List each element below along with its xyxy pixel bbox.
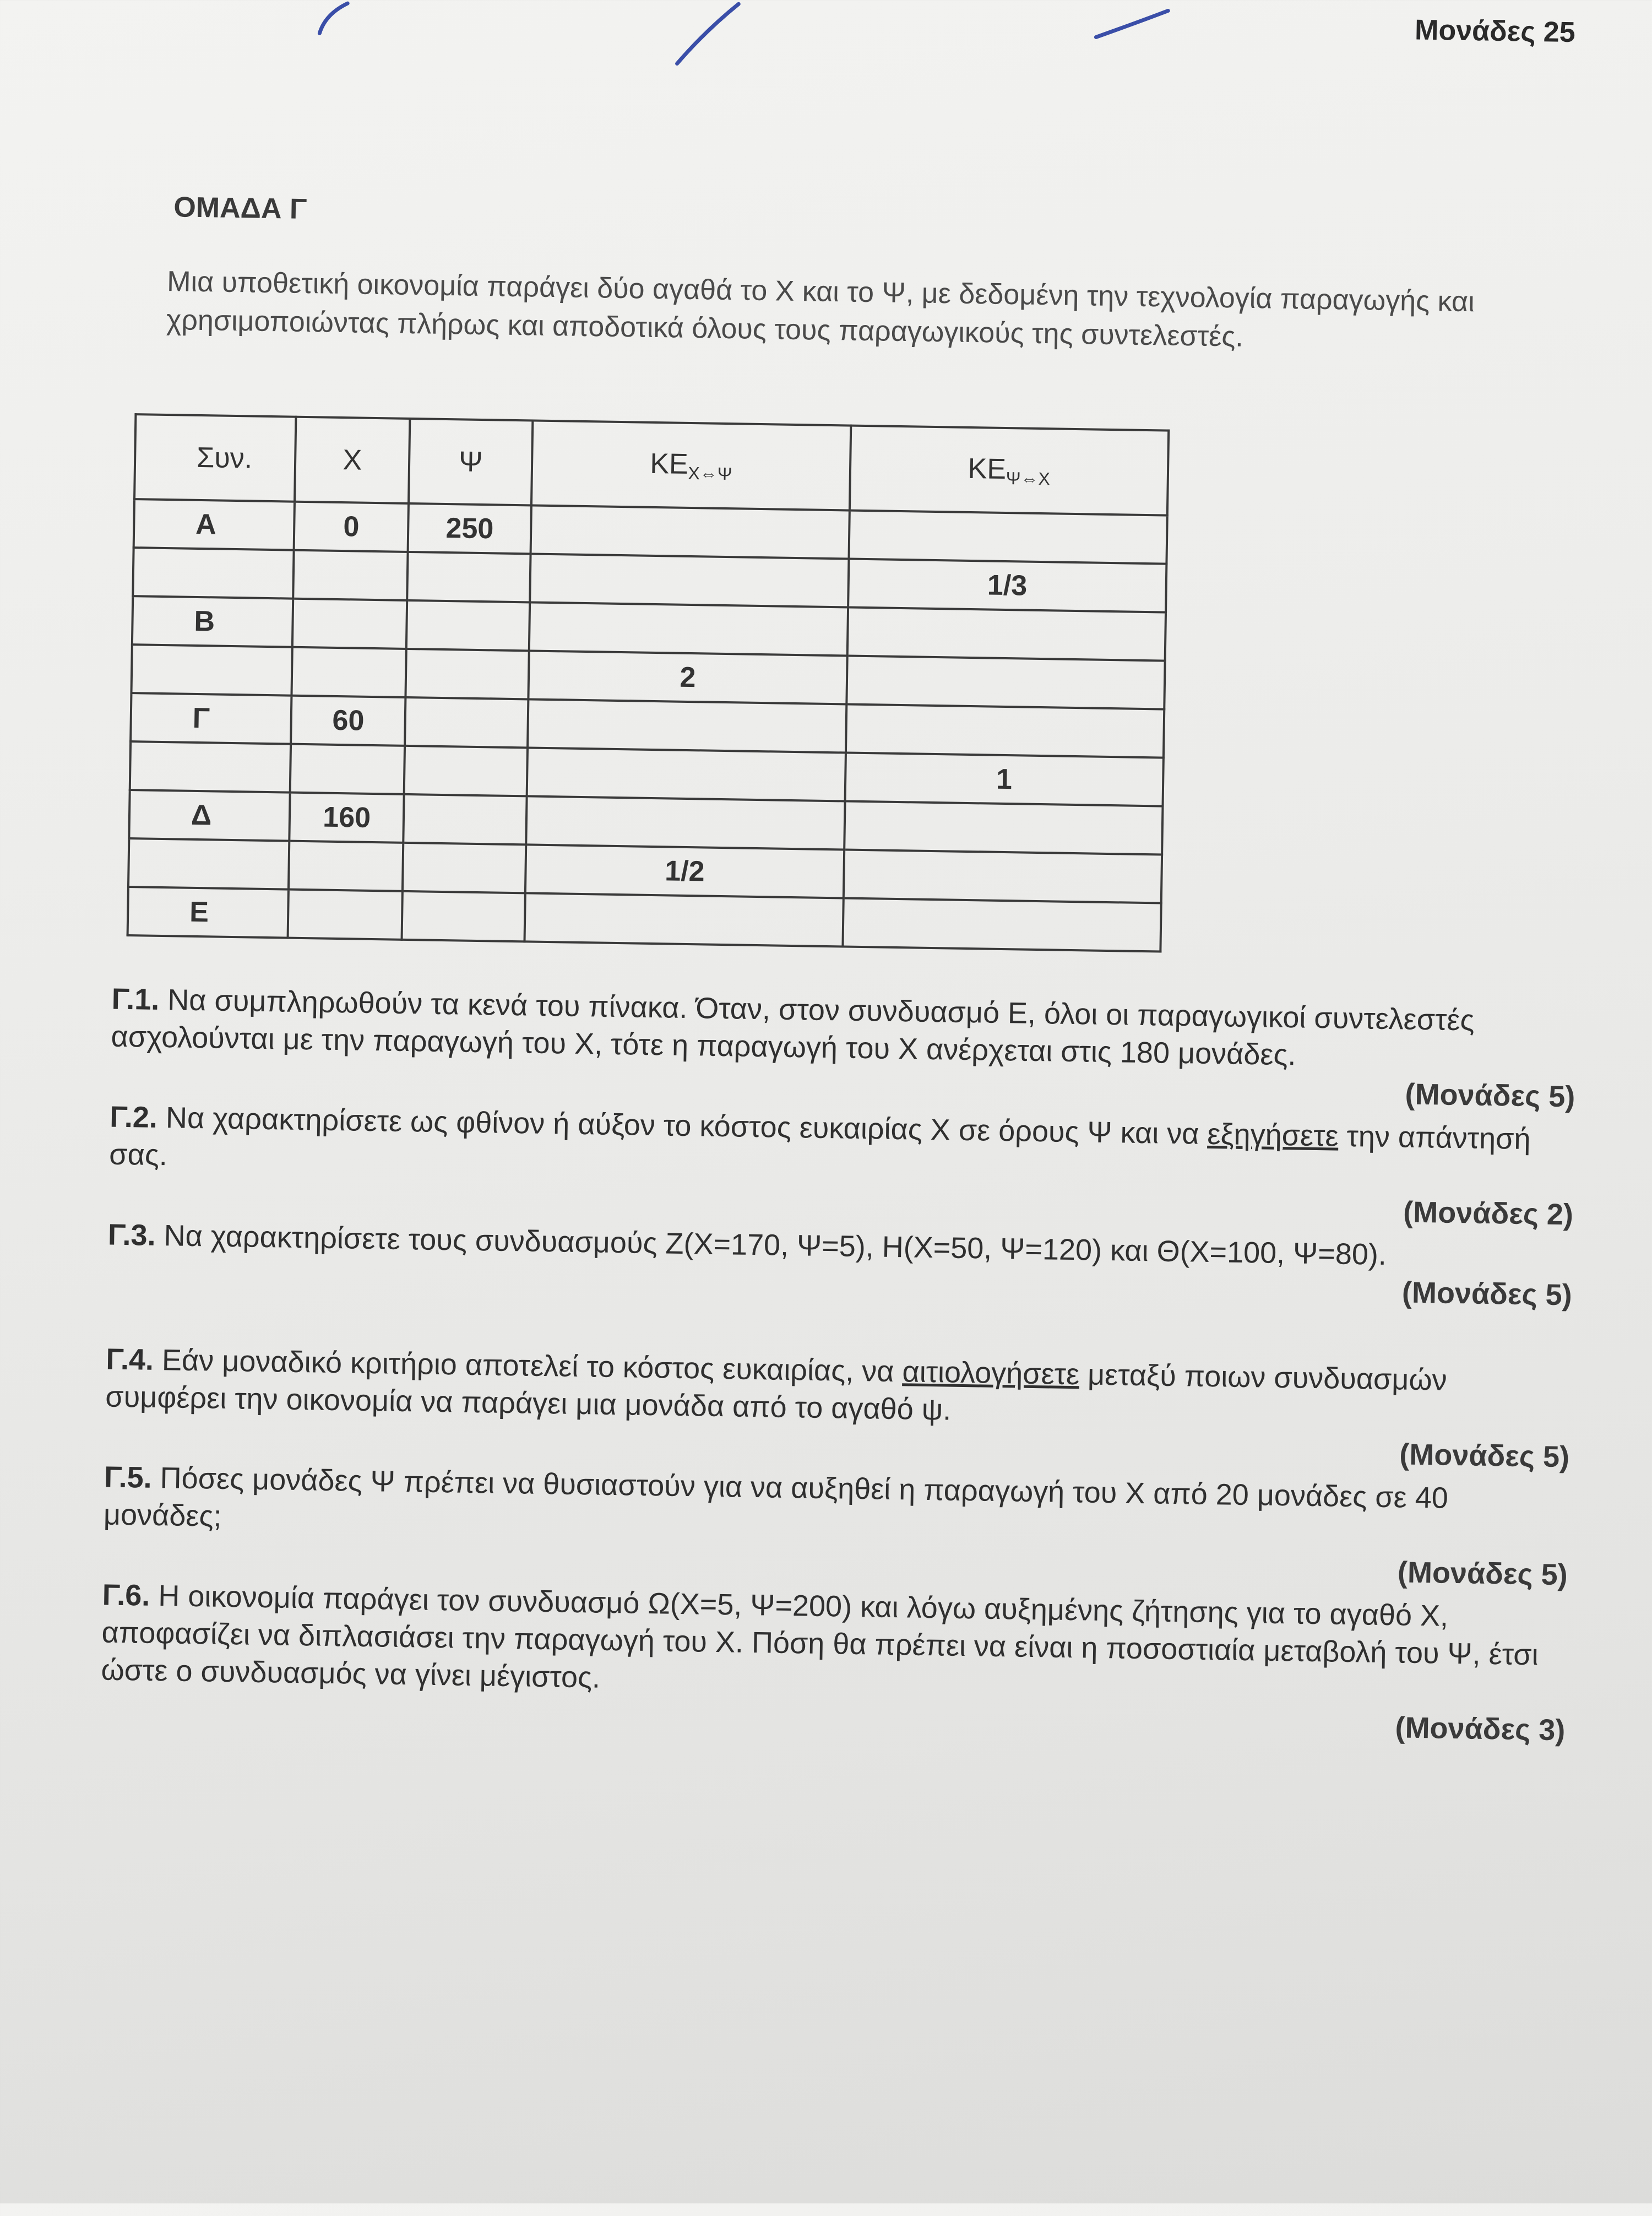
cell-combo: Δ bbox=[129, 790, 290, 841]
question-body-emphasis: αιτιολογήσετε bbox=[902, 1355, 1080, 1391]
question-body-pre: Να χαρακτηρίσετε ως φθίνον ή αύξον το κόστος ευκαιρίας Χ σε όρους Ψ και να bbox=[165, 1101, 1199, 1151]
question-block bbox=[110, 980, 1577, 1121]
header-ke-y-x-sub: Ψ⇔Χ bbox=[1006, 468, 1051, 489]
question-points: (Μονάδες 5) bbox=[1397, 1556, 1568, 1592]
cell-ke-x-y bbox=[530, 554, 849, 607]
cell-x bbox=[288, 890, 403, 940]
questions-list bbox=[100, 980, 1577, 1755]
cell-combo bbox=[131, 644, 292, 696]
header-ke-y-x-main: ΚΕ bbox=[968, 452, 1007, 485]
question-body-pre: Εάν μοναδικό κριτήριο αποτελεί το κόστος ευκαιρίας, να bbox=[161, 1343, 894, 1388]
header-ke-x-y-sub: Χ⇔Ψ bbox=[688, 463, 732, 484]
cell-y bbox=[407, 552, 530, 602]
cell-ke-x-y bbox=[527, 747, 846, 801]
question-label: Γ.4. bbox=[106, 1342, 154, 1377]
question-points: (Μονάδες 2) bbox=[1403, 1195, 1574, 1232]
cell-ke-x-y: 2 bbox=[529, 651, 847, 704]
cell-x: 160 bbox=[290, 793, 404, 843]
cell-x: 60 bbox=[291, 696, 405, 746]
table-body bbox=[128, 499, 1167, 951]
header-x: Χ bbox=[295, 417, 410, 503]
cell-y bbox=[406, 600, 530, 651]
header-ke-y-x bbox=[849, 426, 1169, 516]
question-block bbox=[105, 1341, 1571, 1482]
cell-ke-y-x: 1/3 bbox=[848, 559, 1167, 613]
question-label: Γ.2. bbox=[109, 1100, 158, 1134]
cell-ke-y-x: 1 bbox=[845, 752, 1164, 806]
table-header-row bbox=[134, 414, 1169, 515]
cell-combo: Γ bbox=[131, 693, 292, 744]
cell-y bbox=[403, 794, 526, 844]
cell-ke-x-y bbox=[526, 796, 845, 849]
question-block bbox=[106, 1216, 1573, 1364]
question-block bbox=[102, 1458, 1569, 1599]
cell-ke-y-x bbox=[847, 608, 1166, 661]
cell-x bbox=[292, 599, 407, 649]
question-body-post: την απάντησή σας. bbox=[108, 1119, 1531, 1172]
intro-paragraph: Μια υποθετική οικονομία παράγει δύο αγαθά το Χ και το Ψ, με δεδομένη την τεχνολογία παραγωγής και χρησιμοποιώντας πλήρως και αποδοτικά όλους τους παραγωγικούς της συντελεστές. bbox=[166, 266, 1475, 353]
header-ke-x-y bbox=[531, 420, 851, 510]
header-ke-x-y-main: ΚΕ bbox=[649, 447, 689, 480]
cell-x bbox=[290, 744, 405, 794]
cell-combo: Α bbox=[134, 499, 295, 550]
question-block bbox=[108, 1098, 1575, 1239]
cell-ke-x-y bbox=[529, 602, 848, 655]
cell-y bbox=[402, 891, 525, 941]
pen-strokes bbox=[15, 0, 1652, 123]
cell-y bbox=[403, 843, 526, 893]
cell-ke-y-x bbox=[846, 656, 1165, 709]
question-body: Πόσες μονάδες Ψ πρέπει να θυσιαστούν για να αυξηθεί η παραγωγή του Χ από 20 μονάδες σε 40 μονάδες; bbox=[103, 1461, 1449, 1533]
cell-combo: Β bbox=[132, 596, 294, 647]
cell-ke-y-x bbox=[849, 511, 1167, 564]
header-y: Ψ bbox=[409, 419, 533, 505]
question-body: Να συμπληρωθούν τα κενά του πίνακα. Όταν, στον συνδυασμό Ε, όλοι οι παραγωγικοί συντελεστές ασχολούνται με την παραγωγή του Χ, τότε η παραγωγή του Χ ανέρχεται στις 180 μονάδες. bbox=[111, 983, 1475, 1072]
cell-combo bbox=[133, 548, 294, 599]
question-block bbox=[100, 1576, 1567, 1754]
header-combo: Συν. bbox=[134, 414, 296, 502]
cell-y bbox=[406, 649, 529, 699]
question-points: (Μονάδες 5) bbox=[1399, 1438, 1570, 1474]
cell-y: 250 bbox=[408, 503, 531, 554]
cell-x bbox=[289, 841, 403, 891]
cell-x bbox=[294, 550, 408, 600]
question-body: Η οικονομία παράγει τον συνδυασμό Ω(Χ=5, Ψ=200) και λόγω αυξημένης ζήτησης για το αγαθό Χ, αποφασίζει να διπλασιάσει την παραγωγή του Χ. Πόση θα πρέπει να είναι η ποσοστιαία μεταβολή του Ψ, έτσι ώστε ο συνδυασμός να γίνει μέγιστος. bbox=[101, 1579, 1539, 1694]
cell-x: 0 bbox=[294, 502, 409, 552]
cell-ke-y-x bbox=[843, 898, 1161, 951]
question-label: Γ.1. bbox=[111, 982, 160, 1016]
question-points: (Μονάδες 5) bbox=[1405, 1077, 1575, 1114]
cell-ke-y-x bbox=[844, 801, 1163, 854]
cell-ke-y-x bbox=[846, 704, 1165, 757]
question-text bbox=[101, 1576, 1567, 1711]
cell-y bbox=[405, 697, 528, 747]
cell-combo bbox=[130, 741, 291, 793]
cell-ke-x-y bbox=[531, 505, 850, 559]
question-points: (Μονάδες 3) bbox=[1395, 1711, 1566, 1747]
cell-combo: Ε bbox=[128, 887, 289, 938]
cell-ke-x-y bbox=[525, 893, 844, 946]
question-label: Γ.5. bbox=[104, 1460, 153, 1494]
cell-ke-x-y: 1/2 bbox=[525, 844, 844, 898]
question-points: (Μονάδες 5) bbox=[1401, 1276, 1573, 1312]
cell-ke-y-x bbox=[843, 849, 1162, 903]
cell-combo bbox=[128, 838, 290, 890]
group-title: ΟΜΑΔΑ Γ bbox=[173, 191, 307, 225]
cell-x bbox=[292, 647, 406, 697]
cell-ke-x-y bbox=[528, 699, 846, 752]
question-label: Γ.3. bbox=[107, 1218, 156, 1252]
question-label: Γ.6. bbox=[102, 1578, 150, 1612]
cell-y bbox=[404, 746, 528, 796]
question-body-emphasis: εξηγήσετε bbox=[1207, 1117, 1339, 1153]
production-table bbox=[127, 413, 1170, 952]
total-points: Μονάδες 25 bbox=[1414, 14, 1576, 49]
question-body: Να χαρακτηρίσετε τους συνδυασμούς Ζ(Χ=170, Ψ=5), Η(Χ=50, Ψ=120) και Θ(Χ=100, Ψ=80). bbox=[164, 1219, 1387, 1272]
question-body-post: μεταξύ ποιων συνδυασμών συμφέρει την οικονομία να παράγει μια μονάδα από το αγαθό ψ. bbox=[105, 1358, 1448, 1427]
